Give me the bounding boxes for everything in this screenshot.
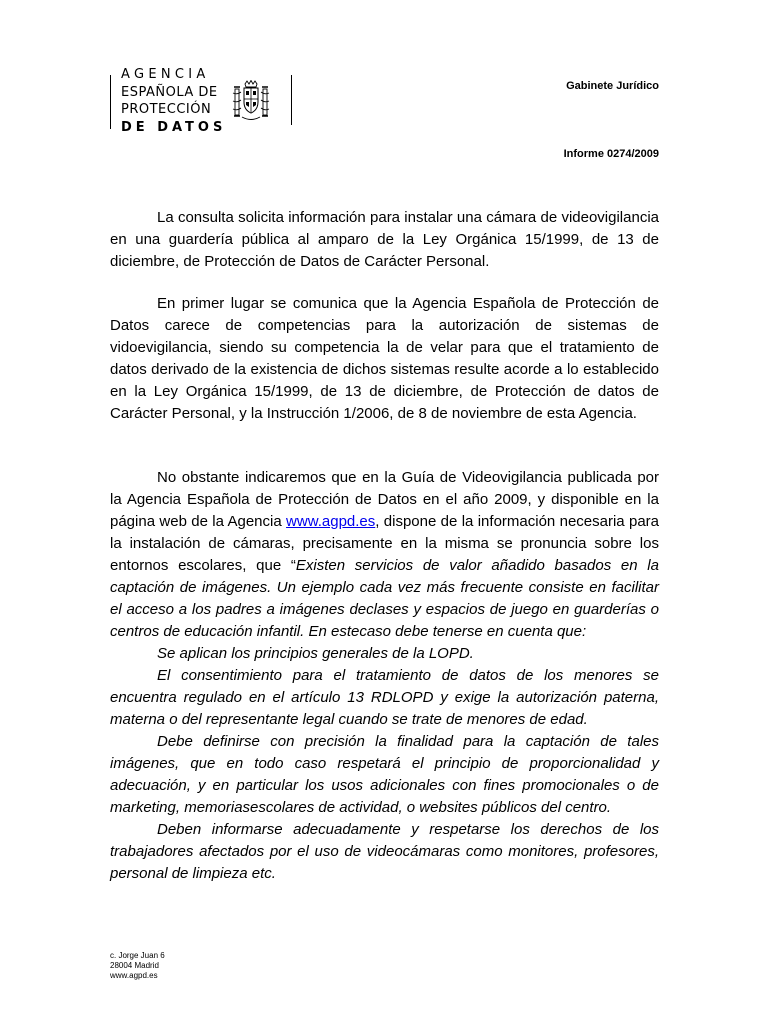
paragraph-3-text bbox=[110, 467, 659, 643]
logo-divider-right bbox=[291, 75, 292, 125]
logo-line-1: AGENCIA bbox=[121, 67, 210, 82]
paragraph-2 bbox=[110, 293, 659, 425]
paragraph-1 bbox=[110, 207, 659, 273]
quote-item-4: Deben informarse adecuadamente y respetarse los derechos de los trabajadores afectados por el uso de videocámaras como monitores, profesores, personal de limpieza etc. bbox=[110, 821, 659, 882]
footer-city: 28004 Madrid bbox=[110, 961, 159, 970]
paragraph-3 bbox=[110, 467, 659, 885]
logo-divider-left bbox=[110, 75, 111, 129]
paragraph-2-text: En primer lugar se comunica que la Agencia Española de Protección de Datos carece de competencias para la autorización de sistemas de vidoevigilancia, siendo su competencia la de velar para que el tratamiento de datos derivado de la existencia de dichos sistemas resulte acorde a lo establecido en la Ley Orgánica 15/1999, de 13 de diciembre, de Protección de datos de Carácter Personal, y la Instrucción 1/2006, de 8 de noviembre de esta Agencia. bbox=[110, 295, 659, 422]
logo-line-2: ESPAÑOLA DE bbox=[121, 84, 218, 100]
quote-item-2: El consentimiento para el tratamiento de datos de los menores se encuentra regulado en el artículo 13 RDLOPD y exige la autorización paterna, materna o del representante legal cuando se trate de menores de edad. bbox=[110, 667, 659, 728]
agency-logo-text bbox=[121, 66, 226, 136]
report-number: Informe 0274/2009 bbox=[563, 148, 659, 160]
quoted-guide-text: Existen servicios de valor añadido basados en la captación de imágenes. Un ejemplo cada vez más frecuente consiste en facilitar el acceso a los padres a imágenes declases y espacios de juego en guarderías o centros de educación infantil. En estecaso debe tenerse en cuenta que: bbox=[110, 557, 659, 640]
quote-item-1: Se aplican los principios generales de la LOPD. bbox=[157, 645, 474, 662]
footer-website: www.agpd.es bbox=[110, 971, 158, 980]
paragraph-3-continuation: , dispone de la información necesaria para la instalación de cámaras, precisamente en la misma se pronuncia sobre los entornos escolares, que “ bbox=[110, 513, 660, 574]
logo-line-3: PROTECCIÓN bbox=[121, 102, 212, 117]
logo-line-4: DE DATOS bbox=[121, 119, 227, 135]
quote-item-3: Debe definirse con precisión la finalidad para la captación de tales imágenes, que en todo caso respetará el principio de proporcionalidad y adecuación, y en particular los usos adicionales con fines promocionales o de marketing, memoriasescolares de actividad, o websites públicos del centro. bbox=[110, 733, 659, 816]
footer-street: c. Jorge Juan 6 bbox=[110, 951, 165, 960]
coat-of-arms-icon bbox=[232, 80, 270, 124]
paragraph-3-intro: No obstante indicaremos que en la Guía de Videovigilancia publicada por la Agencia Española de Protección de Datos en el año 2009, y disponible en la página web de la Agencia bbox=[110, 469, 659, 530]
paragraph-1-text: La consulta solicita información para instalar una cámara de videovigilancia en una guardería pública al amparo de la Ley Orgánica 15/1999, de 13 de diciembre, de Protección de Datos de Carácter Personal. bbox=[110, 209, 659, 270]
agency-website-link[interactable]: www.agpd.es bbox=[286, 513, 376, 530]
footer-address bbox=[110, 951, 165, 981]
department-label: Gabinete Jurídico bbox=[566, 80, 659, 92]
